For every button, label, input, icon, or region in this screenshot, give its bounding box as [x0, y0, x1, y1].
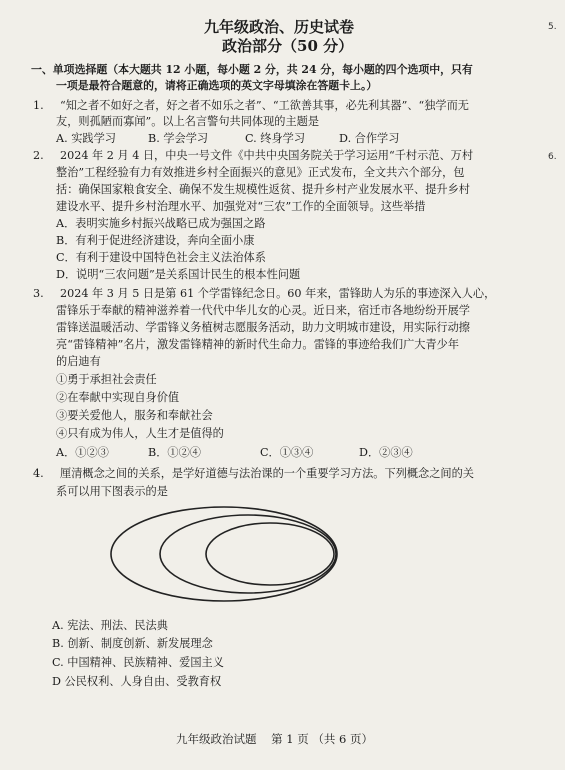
q2-stem-line3: 括：确保国家粮食安全、确保不发生规模性返贫、提升乡村产业发展水平、提升乡村	[56, 183, 470, 196]
q2-stem-line4: 建设水平、提升乡村治理水平、加强党对“三农”工作的全面领导。这些举措	[56, 200, 426, 213]
q4-option-d[interactable]: D 公民权利、人身自由、受教育权	[52, 675, 222, 688]
q4-stem-line1: 厘清概念之间的关系，是学好道德与法治课的一个重要学习方法。下列概念之间的关	[60, 467, 474, 480]
q3-option-d[interactable]: D．②③④	[359, 446, 413, 459]
q3-item-4: ④只有成为伟人，人生才是值得的	[56, 427, 224, 440]
q3-stem-line5: 的启迪有	[56, 355, 101, 368]
q3-item-2: ②在奉献中实现自身价值	[56, 391, 180, 404]
q2-stem-line1: 2024 年 2 月 4 日，中央一号文件《中共中央国务院关于学习运用“千村示范、万村	[60, 149, 474, 162]
middle-ellipse	[160, 515, 336, 593]
q3-stem-line3: 雷锋送温暖活动、学雷锋义务植树志愿服务活动，助力文明城市建设，用实际行动擦	[56, 321, 470, 334]
q4-number: 4.	[33, 467, 44, 480]
q2-option-a[interactable]: A．表明实施乡村振兴战略已成为强国之路	[56, 217, 266, 230]
exam-title: 九年级政治、历史试卷	[204, 18, 355, 36]
side-mark-6: 6.	[548, 152, 557, 162]
q2-number: 2.	[33, 149, 44, 162]
outer-ellipse	[111, 507, 337, 601]
q3-option-c[interactable]: C．①③④	[260, 446, 314, 459]
q4-stem-line2: 系可以用下图表示的是	[56, 485, 168, 498]
section-heading-line2: 一项是最符合题意的，请将正确选项的英文字母填涂在答题卡上。）	[56, 79, 378, 92]
q3-stem-line2: 雷锋乐于奉献的精神滋养着一代代中华儿女的心灵。近日来，宿迁市各地纷纷开展学	[56, 304, 470, 317]
q4-option-b[interactable]: B. 创新、制度创新、新发展理念	[52, 637, 213, 650]
q3-item-1: ①勇于承担社会责任	[56, 373, 157, 386]
q2-stem-line2: 整治”工程经验有力有效推进乡村全面振兴的意见》正式发布，全文共六个部分，包	[56, 166, 465, 179]
q2-option-d[interactable]: D．说明“三农问题”是关系国计民生的根本性问题	[56, 268, 301, 281]
q3-option-a[interactable]: A．①②③	[56, 446, 109, 459]
q2-option-b[interactable]: B．有利于促进经济建设，奔向全面小康	[56, 234, 255, 247]
q2-option-c[interactable]: C．有利于建设中国特色社会主义法治体系	[56, 251, 266, 264]
q3-stem-line4: 亮“雷锋精神”名片，激发雷锋精神的新时代生命力。雷锋的事迹给我们广大青少年	[56, 338, 460, 351]
q1-option-b[interactable]: B. 学会学习	[148, 132, 209, 145]
exam-subtitle: 政治部分（50 分）	[222, 37, 354, 55]
q4-option-a[interactable]: A. 宪法、刑法、民法典	[52, 619, 168, 632]
q1-stem-line2: 友，则孤陋而寡闻”。以上名言警句共同体现的主题是	[56, 115, 320, 128]
q1-number: 1.	[33, 99, 44, 112]
q3-stem-line1: 2024 年 3 月 5 日是第 61 个学雷锋纪念日。60 年来，雷锋助人为乐的事迹深入人心，	[60, 287, 496, 300]
q4-option-c[interactable]: C. 中国精神、民族精神、爱国主义	[52, 656, 224, 669]
inner-ellipse	[206, 523, 334, 585]
q3-number: 3.	[33, 287, 44, 300]
q1-stem-line1: “知之者不如好之者，好之者不如乐之者”、“工欲善其事，必先利其器”、“独学而无	[60, 99, 469, 112]
q1-option-d[interactable]: D. 合作学习	[339, 132, 400, 145]
page-footer: 九年级政治试题 第 1 页 （共 6 页）	[176, 732, 374, 746]
q1-option-c[interactable]: C. 终身学习	[245, 132, 306, 145]
concept-venn-diagram	[100, 500, 350, 610]
section-heading-line1: 一、单项选择题（本大题共 12 小题，每小题 2 分，共 24 分，每小题的四个选项中，只有	[31, 63, 473, 76]
q3-option-b[interactable]: B．①②④	[148, 446, 201, 459]
q3-item-3: ③要关爱他人，服务和奉献社会	[56, 409, 213, 422]
q1-option-a[interactable]: A. 实践学习	[56, 132, 116, 145]
side-mark-5: 5.	[548, 22, 557, 32]
